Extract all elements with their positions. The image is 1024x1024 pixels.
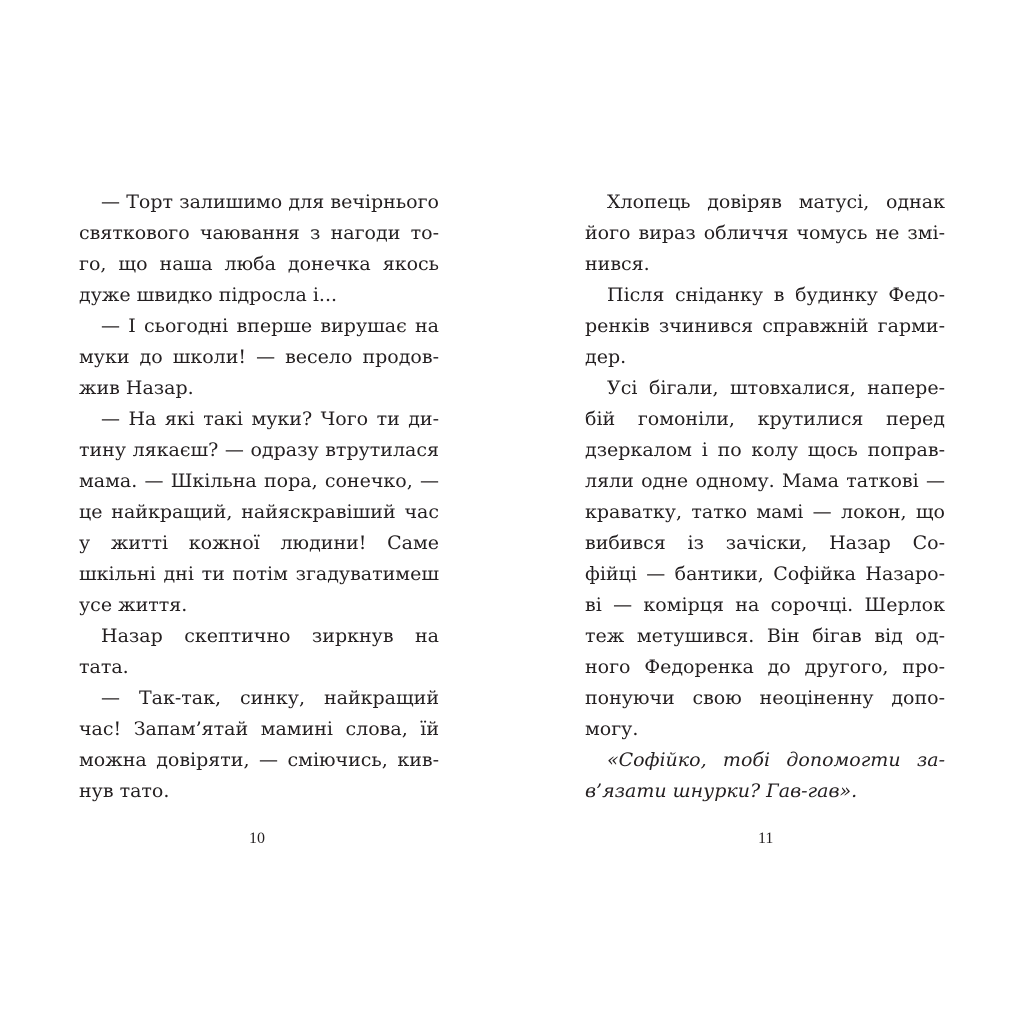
text-line: Хлопець довіряв матусі, однак [607, 191, 945, 213]
text-line: Назар скептично зиркнув на [101, 625, 439, 647]
text-line: час! Запам’ятай мамині слова, їй [79, 718, 439, 740]
text-line: тину лякаєш? — одразу втрутилася [79, 439, 439, 461]
text-line: го, що наша люба донечка якось [79, 253, 439, 275]
text-line: жив Назар. [79, 377, 194, 399]
text-line: муки до школи! — весело продов- [79, 346, 439, 368]
text-line: ві — комірця на сорочці. Шерлок [585, 594, 945, 616]
text-line: ляли одне одному. Мама таткові — [585, 470, 945, 492]
text-line: Після сніданку в будинку Федо- [607, 284, 945, 306]
text-line: дуже швидко підросла і... [79, 284, 338, 306]
left-page-number: 10 [249, 830, 265, 847]
text-line: у житті кожної людини! Саме [79, 532, 439, 554]
left-page-text [79, 187, 439, 807]
right-page-text [585, 187, 945, 807]
text-line: його вираз обличчя чомусь не змі- [585, 222, 945, 244]
text-line: усе життя. [79, 594, 188, 616]
text-line: шкільні дні ти потім згадуватимеш [79, 563, 439, 585]
text-line: фійці — бантики, Софійка Назаро- [585, 563, 945, 585]
right-page-number: 11 [758, 830, 774, 847]
text-line: мама. — Шкільна пора, сонечко, — [79, 470, 439, 492]
text-line: ного Федоренка до другого, про- [585, 656, 945, 678]
text-line: це найкращий, найяскравіший час [79, 501, 439, 523]
text-line: вибився із зачіски, Назар Со- [585, 532, 945, 554]
text-line: — На які такі муки? Чого ти ди- [101, 408, 439, 430]
text-line: теж метушився. Він бігав від од- [585, 625, 945, 647]
text-line: нув тато. [79, 780, 170, 802]
text-line: «Софійко, тобі допомогти за- [607, 749, 945, 771]
text-line: дзеркалом і по колу щось поправ- [585, 439, 945, 461]
text-line: могу. [585, 718, 639, 740]
text-line: Усі бігали, штовхалися, напере- [607, 377, 945, 399]
text-line: бій гомоніли, крутилися перед [585, 408, 945, 430]
text-line: святкового чаювання з нагоди то- [79, 222, 439, 244]
text-line: краватку, татко мамі — локон, що [585, 501, 945, 523]
text-line: понуючи свою неоціненну допо- [585, 687, 945, 709]
text-line: — І сьогодні вперше вирушає на [101, 315, 439, 337]
text-line: ренків зчинився справжній гарми- [585, 315, 945, 337]
text-line: — Так-так, синку, найкращий [101, 687, 439, 709]
text-line: тата. [79, 656, 129, 678]
text-line: в’язати шнурки? Гав-гав». [585, 780, 858, 802]
text-line: можна довіряти, — сміючись, кив- [79, 749, 439, 771]
text-line: дер. [585, 346, 627, 368]
text-line: — Торт залишимо для вечірнього [101, 191, 439, 213]
text-line: нився. [585, 253, 650, 275]
